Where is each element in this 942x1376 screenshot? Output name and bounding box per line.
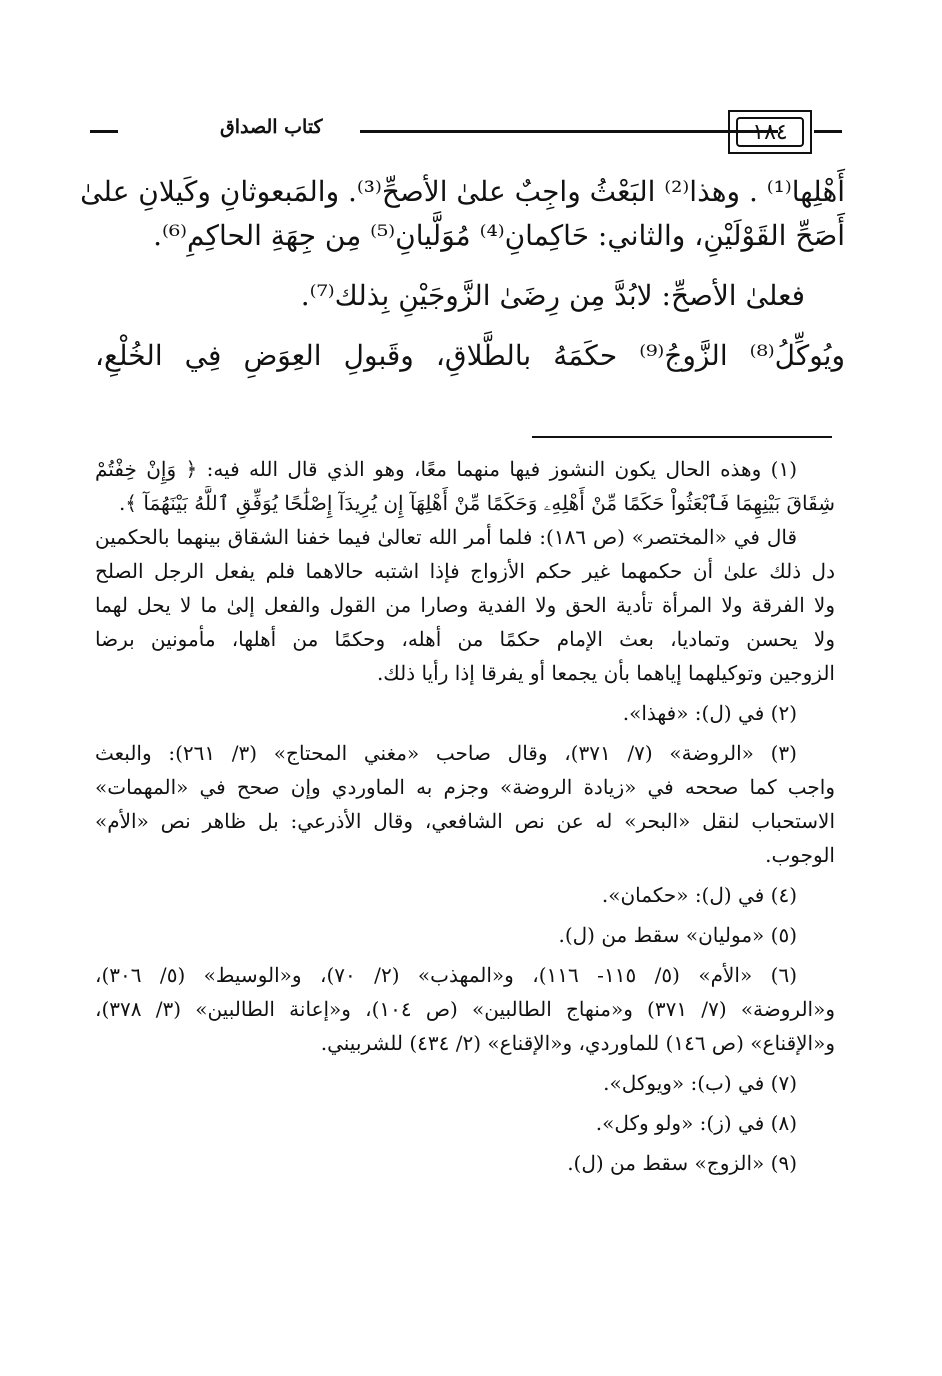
main-line-4: ويُوكِّلُ⁽⁸⁾ الزَّوجُ⁽⁹⁾ حكَمَهُ بالطَّلاقِ، وقَبولِ العِوَضِ فِي الخُلْعِ،	[95, 339, 845, 372]
footnote-6-line-1: (٦) «الأم» (٥/ ١١٥- ١١٦)، و«المهذب» (٢/ ٧٠)، و«الوسيط» (٥/ ٣٠٦)،	[95, 963, 797, 987]
footnote-3-line-2: واجب كما صححه في «زيادة الروضة» وجزم به الماوردي وإن صحح في «المهمات»	[95, 775, 835, 799]
footnote-9: (٩) «الزوج» سقط من (ل).	[567, 1151, 797, 1175]
footnote-2: (٢) في (ل): «فهذا».	[622, 701, 797, 725]
page-number: ١٨٤	[736, 117, 804, 147]
header-dash-left	[90, 130, 118, 133]
footnote-3-line-1: (٣) «الروضة» (٧/ ٣٧١)، وقال صاحب «مغني المحتاج» (٣/ ٢٦١): والبعث	[95, 741, 797, 765]
chapter-title: كتاب الصداق	[220, 116, 323, 138]
footnote-1-line-6: ولا يحسن وتماديا، بعث الإمام حكمًا من أهله، وحكمًا من أهلها، مأمونين برضا	[95, 627, 835, 651]
footnote-6-line-2: و«الروضة» (٧/ ٣٧١) و«منهاج الطالبين» (ص ١٠٤)، و«إعانة الطالبين» (٣/ ٣٧٨)،	[95, 997, 835, 1021]
footnote-1-line-3: قال في «المختصر» (ص ١٨٦): فلما أمر الله تعالىٰ فيما خفنا الشقاق بينهما بالحكمين	[95, 525, 798, 549]
footnote-7: (٧) في (ب): «ويوكل».	[603, 1071, 797, 1095]
footnote-1-line-7: الزوجين وتوكيلهما إياهما بأن يجمعا أو يفرقا إذا رأيا ذلك.	[376, 661, 835, 685]
footnotes	[95, 452, 835, 1180]
page-number-frame	[728, 110, 812, 154]
main-line-1: أَهْلِها⁽¹⁾ . وهذا⁽²⁾ البَعْثُ واجِبٌ علىٰ الأصحِّ⁽³⁾. والمَبعوثانِ وكَيلانِ علىٰ	[80, 175, 845, 208]
main-text	[80, 170, 845, 378]
footnote-5: (٥) «موليان» سقط من (ل).	[558, 923, 797, 947]
footnote-3-line-3: الاستحباب لنقل «البحر» له عن نص الشافعي، وقال الأذرعي: بل ظاهر نص «الأم»	[95, 809, 835, 833]
footnote-1-line-4: دل ذلك علىٰ أن حكمهما غير حكم الأزواج فإذا اشتبه حالاهما فلم يفعل الرجل الصلح	[95, 559, 835, 583]
footnote-3-line-4: الوجوب.	[765, 843, 835, 867]
footnote-4: (٤) في (ل): «حكمان».	[601, 883, 797, 907]
header-rule	[360, 130, 778, 133]
footnote-1-quran-line: شِقَاقَ بَيْنِهِمَا فَٱبْعَثُواْ حَكَمًا مِّنْ أَهْلِهِۦ وَحَكَمًا مِّنْ أَهْلِهَآ إِن يُرِيدَآ إِصْلَٰحًا يُوَفِّقِ ٱللَّهُ بَيْنَهُمَآ ﴾.	[118, 491, 835, 515]
footnote-6-line-3: و«الإقناع» (ص ١٤٦) للماوردي، و«الإقناع» (٢/ ٤٣٤) للشربيني.	[320, 1031, 835, 1055]
footnote-8: (٨) في (ز): «ولو وكل».	[595, 1111, 797, 1135]
main-line-3: فعلىٰ الأصحِّ: لابُدَّ مِن رِضَىٰ الزَّوجَيْنِ بِذلك⁽⁷⁾.	[300, 279, 805, 312]
main-line-2: أَصَحِّ القَوْلَيْنِ، والثاني: حَاكِمانِ⁽⁴⁾ مُوَلَّيانِ⁽⁵⁾ مِن جِهَةِ الحاكِمِ⁽⁶⁾.	[153, 219, 845, 252]
footnote-1-line-5: ولا الفرقة ولا المرأة تأدية الحق ولا الفدية وصارا من القول والفعل إلىٰ ما لا يحل لهما	[95, 593, 835, 617]
footnote-1-line-1: (١) وهذه الحال يكون النشوز فيها منهما معًا، وهو الذي قال الله فيه: ﴿ وَإِنْ خِفْتُمْ	[95, 457, 797, 481]
running-header	[90, 110, 842, 160]
header-dash-right	[814, 130, 842, 133]
footnote-separator	[532, 436, 832, 438]
